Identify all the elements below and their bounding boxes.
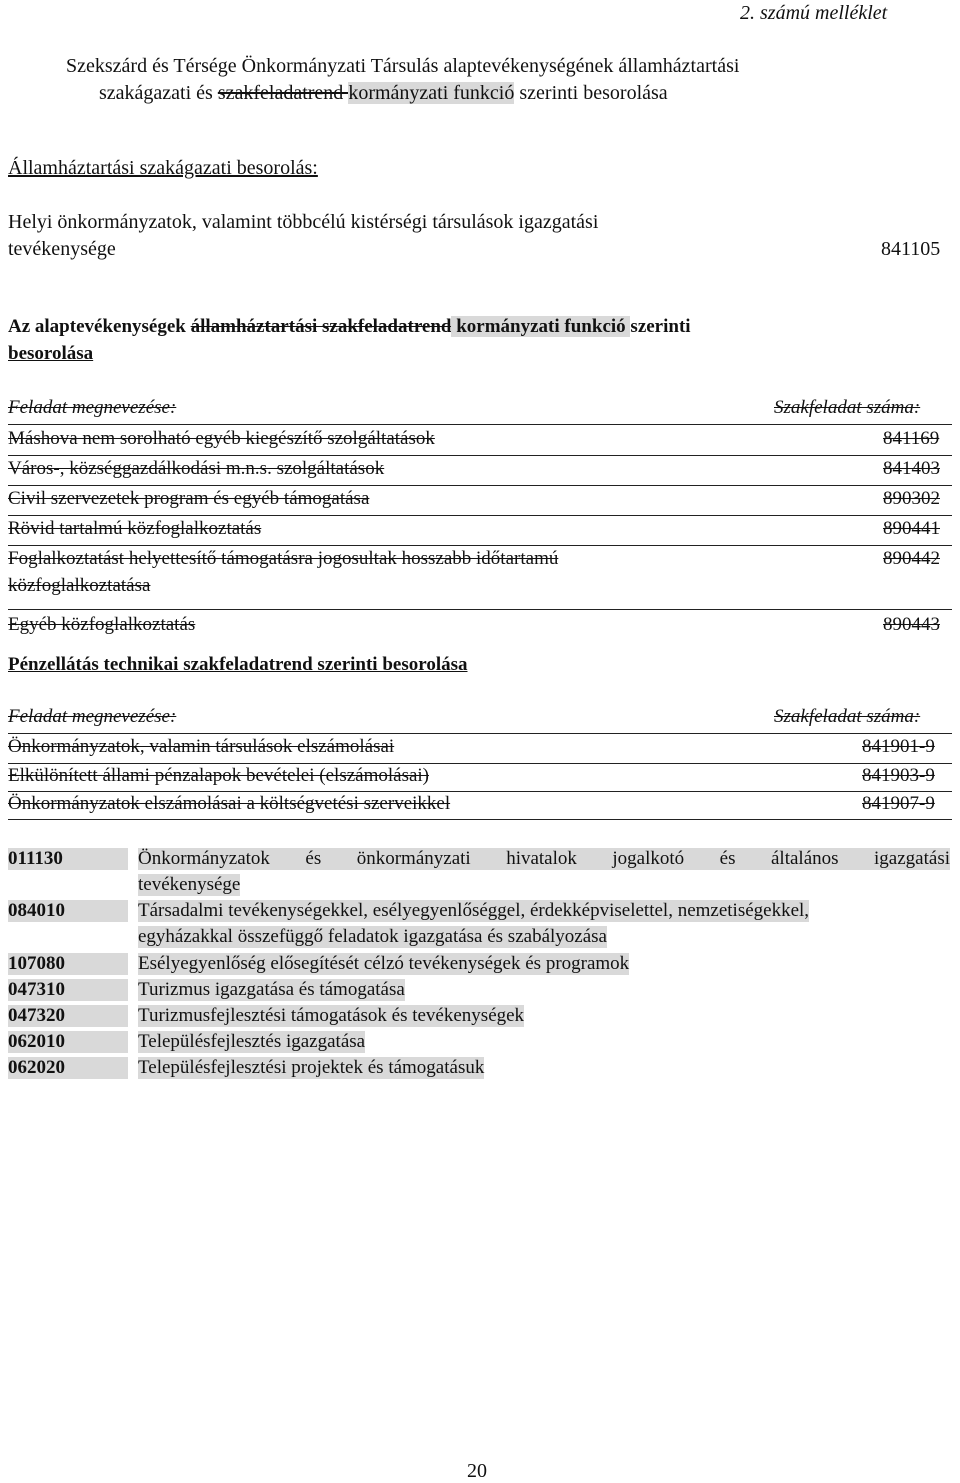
penz-rule bbox=[8, 791, 952, 792]
alap-heading-highlight: kormányzati funkció bbox=[451, 316, 631, 337]
penz-row-code: 841903-9 bbox=[862, 765, 935, 786]
table-row-code: 890441 bbox=[883, 518, 940, 539]
alap-heading-a: Az alaptevékenységek bbox=[8, 316, 191, 337]
title-line-1: Szekszárd és Térsége Önkormányzati Társulás alaptevékenységének államháztartási bbox=[66, 55, 740, 77]
table-rule bbox=[8, 515, 952, 516]
table-rule bbox=[8, 545, 952, 546]
table-row-code: 841403 bbox=[883, 458, 940, 479]
table-rule bbox=[8, 609, 952, 610]
title-text-d: szerinti besorolása bbox=[514, 82, 668, 104]
penz-rule bbox=[8, 763, 952, 764]
funkcio-text: Turizmus igazgatása és támogatása bbox=[138, 979, 405, 1000]
penz-rule bbox=[8, 819, 952, 820]
funkcio-code: 062020 bbox=[8, 1057, 128, 1079]
funkcio-code: 107080 bbox=[8, 953, 128, 975]
funkcio-text: Turizmusfejlesztési támogatások és tevékenységek bbox=[138, 1005, 525, 1026]
table-header-right: Szakfeladat száma: bbox=[774, 397, 921, 418]
penz-row-code: 841901-9 bbox=[862, 736, 935, 757]
title-highlight-text: kormányzati funkció bbox=[348, 82, 515, 104]
penz-row-name: Önkormányzatok elszámolásai a költségvetési szerveikkel bbox=[8, 793, 451, 814]
table-rule bbox=[8, 424, 952, 425]
penz-rule bbox=[8, 733, 952, 734]
table-row-code: 890443 bbox=[883, 614, 940, 635]
table-row-code: 890442 bbox=[883, 548, 940, 569]
szakagazati-desc-1: Helyi önkormányzatok, valamint többcélú kistérségi társulások igazgatási bbox=[8, 211, 599, 233]
table-row-name-cont: közfoglalkoztatása bbox=[8, 575, 151, 596]
table-row-name: Város-, községgazdálkodási m.n.s. szolgáltatások bbox=[8, 458, 385, 479]
title-text-a: szakágazati és bbox=[99, 82, 218, 104]
alap-heading-d: szerinti bbox=[630, 316, 691, 337]
funkcio-text: Esélyegyenlőség elősegítését célzó tevékenységek és programok bbox=[138, 953, 630, 974]
funkcio-text-cont: tevékenysége bbox=[138, 874, 241, 895]
title-line-2 bbox=[99, 82, 668, 105]
alap-heading-line-2: besorolása bbox=[8, 343, 94, 364]
penz-row-code: 841907-9 bbox=[862, 793, 935, 814]
table-row-name: Egyéb közfoglalkoztatás bbox=[8, 614, 196, 635]
alap-heading-struck: államháztartási szakfeladatrend bbox=[190, 316, 452, 337]
penz-row-name: Elkülönített állami pénzalapok bevételei (elszámolásai) bbox=[8, 765, 429, 786]
szakagazati-code: 841105 bbox=[881, 238, 941, 260]
funkcio-text-cont: egyházakkal összefüggő feladatok igazgatása és szabályozása bbox=[138, 926, 607, 947]
funkcio-text: Önkormányzatok és önkormányzati hivatalok jogalkotó és általános igazgatási bbox=[138, 848, 950, 869]
penzellatas-heading: Pénzellátás technikai szakfeladatrend szerinti besorolása bbox=[8, 654, 468, 675]
table-rule bbox=[8, 455, 952, 456]
funkcio-text: Településfejlesztés igazgatása bbox=[138, 1031, 366, 1052]
table-row-code: 890302 bbox=[883, 488, 940, 509]
table-row-name: Máshova nem sorolható egyéb kiegészítő szolgáltatások bbox=[8, 428, 435, 449]
penz-header-right: Szakfeladat száma: bbox=[774, 706, 921, 727]
penz-row-name: Önkormányzatok, valamin társulások elszámolásai bbox=[8, 736, 395, 757]
title-struck-text: szakfeladatrend bbox=[217, 82, 349, 104]
table-header-left: Feladat megnevezése: bbox=[8, 397, 177, 418]
szakagazati-heading: Államháztartási szakágazati besorolás: bbox=[8, 157, 318, 179]
szakagazati-desc-2: tevékenysége bbox=[8, 238, 116, 260]
table-row-name: Foglalkoztatást helyettesítő támogatásra jogosultak hosszabb időtartamú bbox=[8, 548, 559, 569]
penz-header-left: Feladat megnevezése: bbox=[8, 706, 177, 727]
table-rule bbox=[8, 485, 952, 486]
funkcio-code: 062010 bbox=[8, 1031, 128, 1053]
funkcio-code: 084010 bbox=[8, 900, 128, 922]
funkcio-text: Településfejlesztési projektek és támogatásuk bbox=[138, 1057, 485, 1078]
funkcio-code: 011130 bbox=[8, 848, 128, 870]
funkcio-text: Társadalmi tevékenységekkel, esélyegyenlőséggel, érdekképviselettel, nemzetiségekkel, bbox=[138, 900, 810, 921]
funkcio-code: 047310 bbox=[8, 979, 128, 1001]
funkcio-code: 047320 bbox=[8, 1005, 128, 1027]
page-number: 20 bbox=[467, 1460, 487, 1482]
alap-heading-line-1 bbox=[8, 316, 691, 338]
table-row-name: Civil szervezetek program és egyéb támogatása bbox=[8, 488, 370, 509]
table-row-name: Rövid tartalmú közfoglalkoztatás bbox=[8, 518, 262, 539]
annex-label: 2. számú melléklet bbox=[740, 2, 888, 24]
table-row-code: 841169 bbox=[883, 428, 940, 449]
